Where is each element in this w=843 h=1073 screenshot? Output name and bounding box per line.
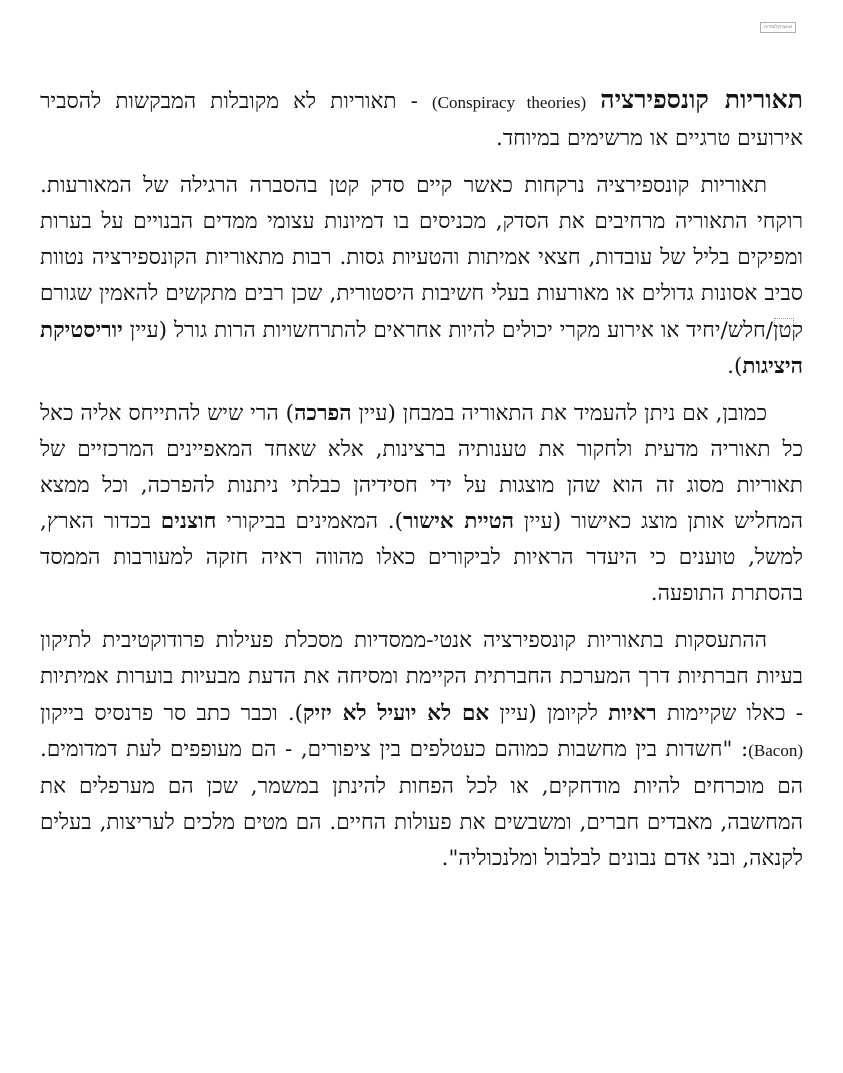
definition-text: - תאוריות לא מקובלות המבקשות להסביר אירועים טרגיים או מרשימים במיוחד. bbox=[40, 89, 803, 152]
bacon-latin: (Bacon) bbox=[748, 740, 803, 760]
paragraph-text: ). וכבר כתב סר פרנסיס בייקון bbox=[40, 700, 304, 726]
paragraph-consequences bbox=[40, 623, 803, 877]
paragraph-text: כמובן, אם ניתן להעמיד את התאוריה במבחן (עיין bbox=[351, 400, 768, 426]
link-evidence[interactable]: ראיות bbox=[608, 700, 657, 726]
article-title: תאוריות קונספירציה bbox=[600, 85, 803, 114]
paragraph-text: ). המאמינים בביקורי bbox=[216, 509, 404, 535]
link-if-it-doesnt-help[interactable]: אם לא יועיל לא יזיק bbox=[303, 700, 490, 726]
paragraph-origins bbox=[40, 168, 803, 385]
paragraph-text: ההתעסקות בתאוריות קונספירציה אנטי-ממסדיות מסכלת פעילות פרודוקטיבית לתיקון בעיות חברתיות דרך המערכת החברתית הקיימת ומסיחה את הדעת מבעיות בוערות אמיתיות - כאלו שקיימות bbox=[40, 628, 803, 726]
bacon-quote: : "חשדות בין מחשבות כמוהם כעטלפים בין ציפורים, - הם מעופפים לעת דמדומים. הם מוכרחים להיות מודחקים, או לכל הפחות להינתן במשמר, שכן הם מערפלים את המחשבה, מאבדים חברים, ומשבשים את פעולות החיים. הם מטים מלכים לעריצות, בעלים לקנאה, ובני אדם נבונים לבלבול ומלנכוליה". bbox=[40, 736, 803, 871]
link-confirmation-bias[interactable]: הטיית אישור bbox=[403, 509, 514, 535]
paragraph-text: ). bbox=[727, 353, 743, 379]
paragraph-text: ) הרי שיש להתייחס אליה כאל כל תאוריה מדעית ולחקור את טענותיה ברצינות, אלא שאחד המאפיינים המרכזיים של תאוריות מסוג זה הוא שהן מוצגות על ידי חסידיהן כבלתי ניתנות להפרכה, וכל ממצא המחליש אותן מוצג כאישור (עיין bbox=[40, 400, 804, 535]
paragraph-text: לקיומן (עיין bbox=[489, 700, 609, 726]
paragraph-definition bbox=[40, 82, 803, 157]
link-falsification[interactable]: הפרכה bbox=[294, 400, 352, 426]
paragraph-text: תאוריות קונספירציה נרקחות כאשר קיים סדק קטן בהסברה הרגילה של המאורעות. רוקחי התאוריה מרחיבים את הסדק, מכניסים בו דמיונות עצומי ממדים הבנויים על בערות ומפיקים בליל של עובדות, חצאי אמיתות והטעיות גסות. רבות מתאוריות הקונספירציה נטוות סביב אסונות גדולים או מאורעות בעלי חשיבות היסטורית, שכן רבים מתקשים להאמין שגורם קטן/חלש/יחיד או אירוע מקרי יכולים להיות אחראים להתרחשויות הרות גורל (עיין bbox=[40, 173, 803, 343]
paragraph-falsifiability bbox=[40, 396, 803, 613]
article-body bbox=[40, 82, 803, 888]
paragraph-text: בכדור הארץ, למשל, טוענים כי היעדר הראיות לביקורים כאלו מהווה ראיה חזקה למעורבות הממסד בהסתרת התופעה. bbox=[40, 509, 803, 607]
library-stamp: אינציקלופדיה bbox=[760, 22, 796, 33]
title-latin: (Conspiracy theories) bbox=[432, 93, 587, 112]
link-representativeness-heuristic[interactable]: יוריסטיקת היציגות bbox=[40, 317, 803, 379]
link-aliens[interactable]: חוצנים bbox=[160, 509, 217, 535]
